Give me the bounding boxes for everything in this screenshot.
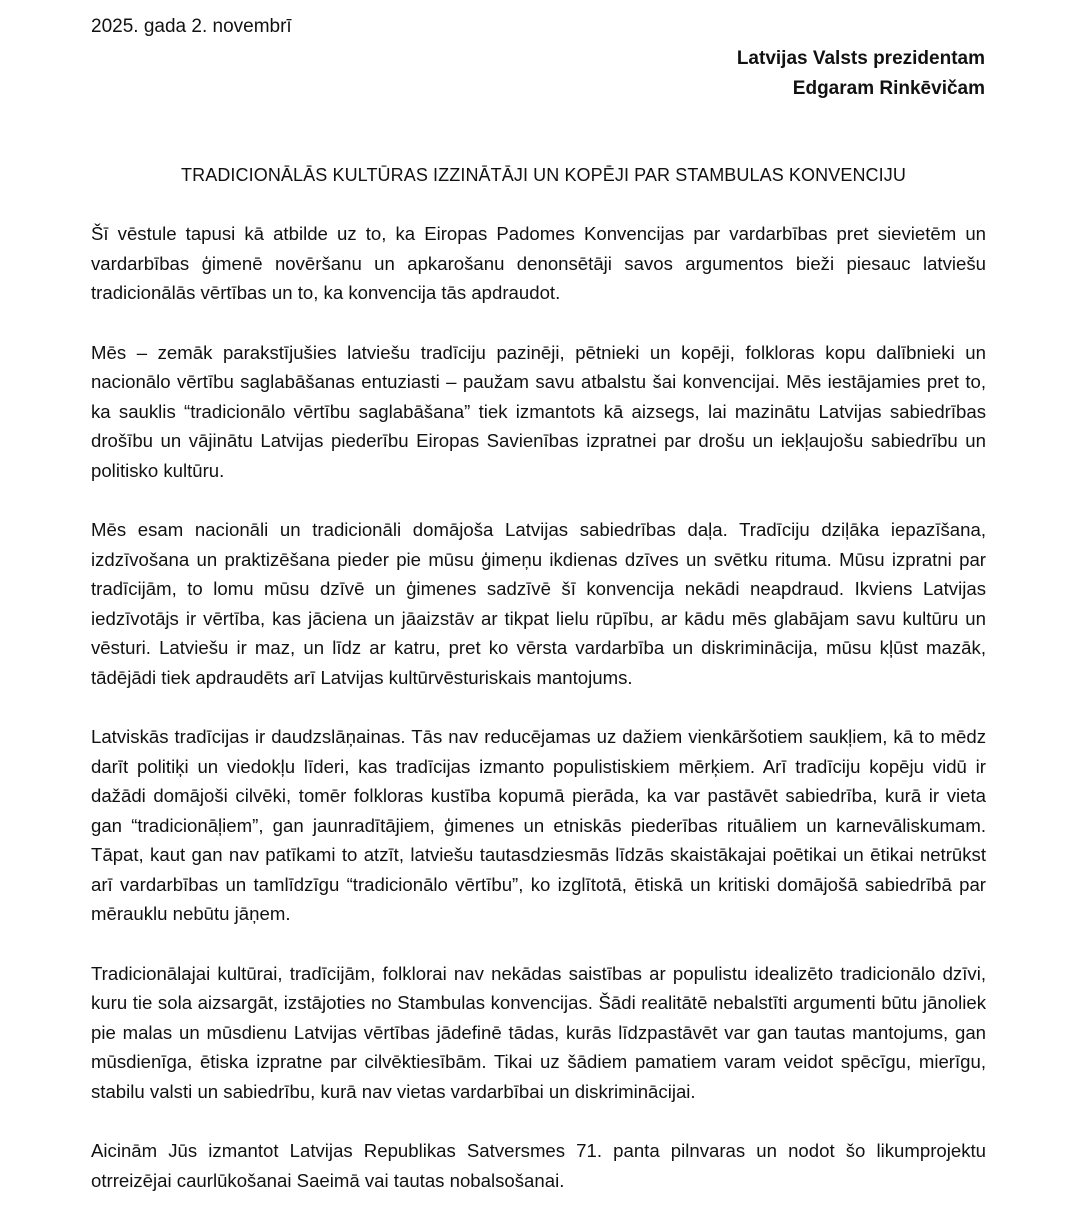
recipient-name: Edgaram Rinkēvičam bbox=[792, 78, 985, 99]
paragraph-traditions: Latviskās tradīcijas ir daudzslāņainas. Tās nav reducējamas uz dažiem vienkāršotiem saukļiem, kā to mēdz darīt politiķi un viedokļu līderi, kas tradīcijas izmanto populistiskiem mērķiem. Arī tradīciju kopēju vidū ir dažādi domājoši cilvēki, tomēr folkloras kustība kopumā pierāda, ka var pastāvēt sabiedrība, kurā ir vieta gan “tradicionāļiem”, gan jaunradītājiem, ģimenes un etniskās piederības rituāliem un karnevāliskumam. Tāpat, kaut gan nav patīkami to atzīt, latviešu tautasdziesmās līdzās skaistākajai poētikai un ētikai netrūkst arī vardarbības un tamlīdzīgu “tradicionālo vērtību”, ko izglītotā, ētiskā un kritiski domājošā sabiedrībā par mērauklu nebūtu jāņem. bbox=[91, 726, 986, 924]
recipient-title: Latvijas Valsts prezidentam bbox=[736, 48, 985, 69]
paragraph-identity: Mēs esam nacionāli un tradicionāli domājoša Latvijas sabiedrības daļa. Tradīciju dziļāka iepazīšana, izdzīvošana un praktizēšana pieder pie mūsu ģimeņu ikdienas dzīves un svētku rituma. Mūsu izpratni par tradīcijām, to lomu mūsu dzīvē un ģimenes sadzīvē šī konvencija nekādi neapdraud. Ikviens Latvijas iedzīvotājs ir vērtība, kas jāciena un jāaizstāv ar tikpat lielu rūpību, ar kādu mēs glabājam savu kultūru un vēsturi. Latviešu ir maz, un līdz ar katru, pret ko vērsta vardarbība un diskriminācija, mūsu kļūst mazāk, tādējādi tiek apdraudēts arī Latvijas kultūrvēsturiskais mantojums. bbox=[91, 519, 986, 688]
letter-body bbox=[91, 219, 986, 1225]
paragraph-request: Aicinām Jūs izmantot Latvijas Republikas Satversmes 71. panta pilnvaras un nodot šo likumprojektu otrreizējai caurlūkošanai Saeimā vai tautas nobalsošanai. bbox=[91, 1140, 986, 1191]
paragraph-support: Mēs – zemāk parakstījušies latviešu tradīciju pazinēji, pētnieki un kopēji, folkloras kopu dalībnieki un nacionālo vērtību saglabāšanas entuziasti – paužam savu atbalstu šai konvencijai. Mēs iestājamies pret to, ka sauklis “tradicionālo vērtību saglabāšana” tiek izmantots kā aizsegs, lai mazinātu Latvijas sabiedrības drošību un vājinātu Latvijas piederību Eiropas Savienības izpratnei par drošu un iekļaujošu sabiedrību un politisko kultūru. bbox=[91, 341, 986, 481]
letter-date: 2025. gada 2. novembrī bbox=[91, 16, 292, 37]
paragraph-intro: Šī vēstule tapusi kā atbilde uz to, ka Eiropas Padomes Konvencijas par vardarbības pret sievietēm un vardarbības ģimenē novēršanu un apkarošanu denonsētāji savos argumentos bieži piesauc latviešu tradicionālās vērtības un to, ka konvencija tās apdraudot. bbox=[91, 223, 986, 303]
letter-title: TRADICIONĀLĀS KULTŪRAS IZZINĀTĀJI UN KOPĒJI PAR STAMBULAS KONVENCIJU bbox=[181, 165, 906, 185]
recipient-block bbox=[737, 44, 985, 104]
paragraph-argument: Tradicionālajai kultūrai, tradīcijām, folklorai nav nekādas saistības ar populistu idealizēto tradicionālo dzīvi, kuru tie sola aizsargāt, izstājoties no Stambulas konvencijas. Šādi realitātē nebalstīti argumenti būtu jānoliek pie malas un mūsdienu Latvijas vērtības jādefinē tādas, kurās līdzpastāvēt var gan tautas mantojums, gan mūsdienīga, ētiska izpratne par cilvēktiesībām. Tikai uz šādiem pamatiem varam veidot spēcīgu, mierīgu, stabilu valsti un sabiedrību, kurā nav vietas vardarbībai un diskriminācijai. bbox=[91, 962, 986, 1102]
